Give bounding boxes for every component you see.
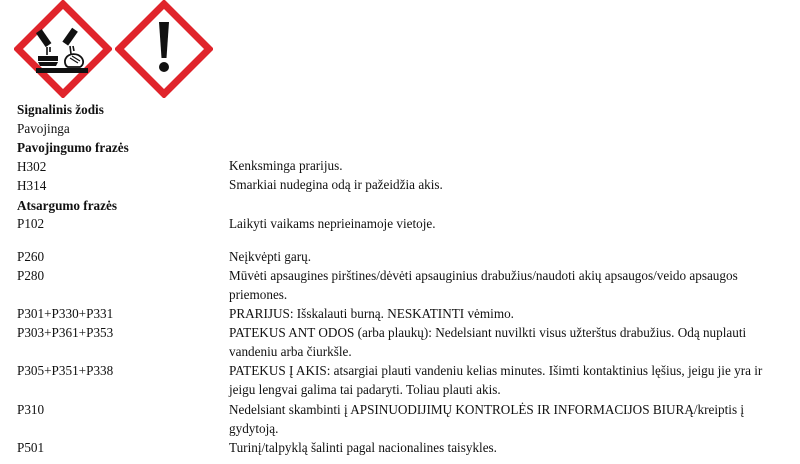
- statement-code: P301+P330+P331: [17, 306, 114, 321]
- statement-code: P102: [17, 216, 45, 231]
- signal-word-heading: Signalinis žodis: [17, 102, 104, 117]
- statement-text: Laikyti vaikams neprieinamoje vietoje.: [229, 216, 436, 231]
- statement-code: P280: [17, 268, 45, 283]
- statement-code: P305+P351+P338: [17, 363, 114, 378]
- statement-text: Kenksminga prarijus.: [229, 158, 343, 173]
- statement-code: P310: [17, 402, 45, 417]
- statement-code: P303+P361+P353: [17, 325, 114, 340]
- statement-text: PRARIJUS: Išskalauti burną. NESKATINTI vėmimo.: [229, 306, 514, 321]
- signal-word: Pavojinga: [17, 121, 70, 136]
- statement-text: PATEKUS ANT ODOS (arba plaukų): Nedelsiant nuvilkti visus užterštus drabužius. Odą nuplauti vandeniu arba čiurkšle.: [229, 325, 747, 359]
- corrosion-pictogram-icon: [14, 0, 112, 98]
- statement-text: Neįkvėpti garų.: [229, 249, 312, 264]
- statement-text: Smarkiai nudegina odą ir pažeidžia akis.: [229, 177, 443, 192]
- statement-text: PATEKUS Į AKIS: atsargiai plauti vandeniu kelias minutes. Išimti kontaktinius lęšius, jeigu jie yra ir jeigu lengvai galima tai padaryti. Toliau plauti akis.: [229, 363, 763, 397]
- statement-code: P501: [17, 440, 45, 455]
- precaution-heading: Atsargumo frazės: [17, 198, 117, 213]
- statement-text: Turinį/talpyklą šalinti pagal nacionalines taisykles.: [229, 440, 497, 455]
- statement-code: H314: [17, 178, 47, 193]
- exclamation-pictogram-icon: [115, 0, 213, 98]
- statement-text: Mūvėti apsaugines pirštines/dėvėti apsauginius drabužius/naudoti akių apsaugos/veido apsaugos priemones.: [229, 268, 738, 302]
- statement-text: Nedelsiant skambinti į APSINUODIJIMŲ KONTROLĖS IR INFORMACIJOS BIURĄ/kreiptis į gydytoją.: [229, 402, 745, 436]
- statement-code: P260: [17, 249, 45, 264]
- hazard-heading: Pavojingumo frazės: [17, 140, 129, 155]
- statement-code: H302: [17, 159, 47, 174]
